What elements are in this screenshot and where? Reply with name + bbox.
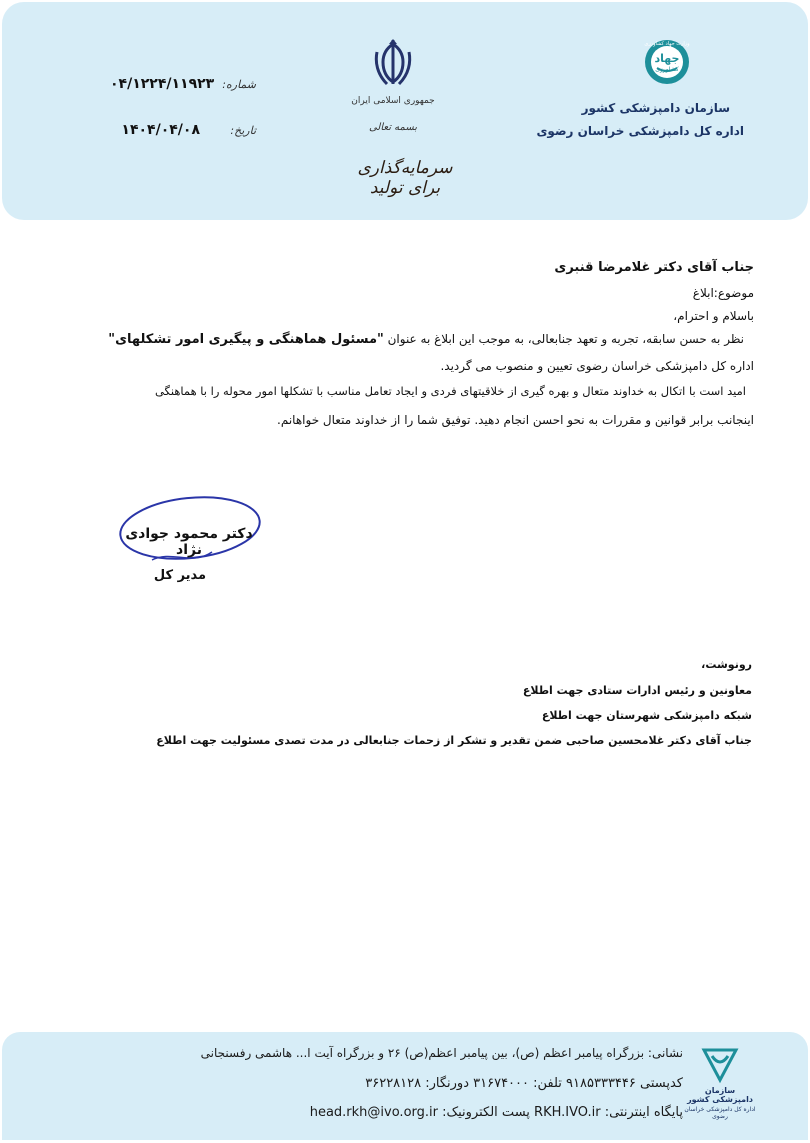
- vet-org-logo: [700, 1046, 740, 1084]
- paragraph-1-end: اداره کل دامپزشکی خراسان رضوی تعیین و منصوب می گردید.: [440, 359, 754, 373]
- bismillah: بسمه تعالی: [368, 122, 418, 133]
- cc-line-2: شبکه دامپزشکی شهرستان جهت اطلاع: [541, 709, 752, 722]
- jahad-logo-sub: کشاورزی: [655, 66, 679, 73]
- paragraph-1-start: نظر به حسن سابقه، تجربه و تعهد جنابعالی، به موجب این ابلاغ به عنوان: [387, 332, 744, 346]
- jahad-logo-ring-text: وزارت جهاد کشاورزی: [644, 41, 690, 47]
- signatory-name: دکتر محمود جوادی نژاد: [125, 526, 253, 558]
- slogan-calligraphy: سرمایه‌گذاری برای تولید: [357, 158, 453, 198]
- iran-emblem-icon: [373, 38, 413, 90]
- republic-caption: جمهوری اسلامی ایران: [351, 96, 435, 106]
- addressee: جناب آقای دکتر غلامرضا قنبری: [554, 260, 754, 275]
- paragraph-2-line-2: اینجانب برابر قوانین و مقررات به نحو احسن انجام دهید. توفیق شما را از خداوند متعال خواهانم.: [277, 413, 754, 427]
- cc-heading: رونوشت،: [701, 658, 752, 671]
- date-value: ۱۴۰۴/۰۴/۰۸: [121, 122, 200, 138]
- jahad-logo-word: جهاد: [654, 52, 680, 65]
- org-name: سازمان دامپزشکی کشور: [581, 101, 730, 115]
- number-label: شماره:: [222, 78, 256, 91]
- greeting: باسلام و احترام،: [673, 309, 754, 323]
- cc-line-1: معاونین و رئیس ادارات ستادی جهت اطلاع: [522, 684, 752, 697]
- vet-org-logo-sub: اداره کل دامپزشکی خراسان رضوی: [684, 1106, 756, 1120]
- number-value: ۰۴/۱۲۲۴/۱۱۹۲۳: [110, 76, 215, 92]
- vet-org-logo-name: سازمان دامپزشکی کشور: [687, 1086, 753, 1104]
- footer-address: نشانی: بزرگراه پیامبر اعظم (ص)، بین پیامبر اعظم(ص) ۲۶ و بزرگراه آیت ا... هاشمی رفسنجانی: [200, 1046, 683, 1060]
- paragraph-2-line-1: امید است با اتکال به خداوند متعال و بهره گیری از خلاقیتهای فردی و ایجاد تعامل مناسب با تشکلها امور محوله را با هماهنگی: [154, 384, 746, 398]
- cc-line-3: جناب آقای دکتر غلامحسین صاحبی ضمن تقدیر و تشکر از زحمات جنابعالی در مدت تصدی مسئولیت جهت اطلاع: [156, 734, 752, 747]
- signatory-title: مدیر کل: [153, 568, 207, 583]
- footer-phones: کدپستی ۹۱۸۵۳۳۳۴۴۶ تلفن: ۳۱۶۷۴۰۰۰ دورنگار: ۳۶۲۲۸۱۲۸: [365, 1076, 683, 1091]
- date-label: تاریخ:: [230, 124, 256, 137]
- footer-web: پایگاه اینترنتی: RKH.IVO.ir پست الکترونیک: head.rkh@ivo.org.ir: [309, 1105, 683, 1120]
- subject: موضوع:ابلاغ: [692, 286, 754, 300]
- paragraph-1-title: "مسئول هماهنگی و پیگیری امور تشکلهای": [108, 332, 384, 347]
- paragraph-1-line-1: [54, 326, 744, 353]
- org-subname: اداره کل دامپزشکی خراسان رضوی: [536, 124, 744, 138]
